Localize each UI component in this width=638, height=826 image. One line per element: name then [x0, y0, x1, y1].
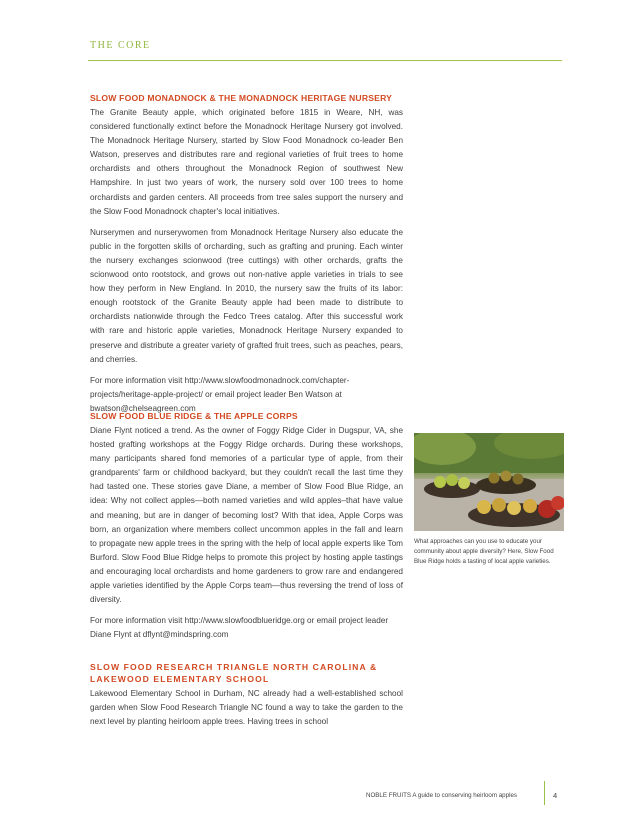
paragraph: For more information visit http://www.slowfoodblueridge.org or email project leader Diane Flynt at dflynt@mindspring.com — [90, 616, 389, 640]
section-heading: SLOW FOOD MONADNOCK & THE MONADNOCK HERITAGE NURSERY — [90, 93, 393, 103]
paragraph: Diane Flynt noticed a trend. As the owner of Foggy Ridge Cider in Dugspur, VA, she hosted grafting workshops at the Foggy Ridge orchards. During these workshops, many participants shared fond memories of a particular type of apple, from their grandparents' farm or childhood backyard, but they couldn't recall the last time they had tasted one. These stories gave Diane, a member of Slow Food Blue Ridge, an idea: Why not collect apples—both named varieties and wild apples–that have value and meaning, but are in danger of becoming lost? With that idea, Apple Corps was born, an organization where members collect uncommon apples in the fall and learn to propagate new apple trees in the spring with the help of local apple experts like Tom Burford. Slow Food Blue Ridge helps to promote this project by hosting apple tastings and encouraging local orchardists and home gardeners to grow rare and endangered apple varieties identified by the Apple Corps team—thus reversing the trend of loss of diversity. — [90, 426, 403, 605]
paragraph: Lakewood Elementary School in Durham, NC already had a well-established school garden when Slow Food Research Triangle NC found a way to take the garden to the next level by planting heirloom apple trees. Having trees in school — [90, 689, 403, 727]
page-number: 4 — [553, 791, 558, 800]
footer-title: NOBLE FRUITS A guide to conserving heirloom apples — [366, 792, 517, 799]
paragraph: For more information visit http://www.slowfoodmonadnock.com/chapter-projects/heritage-apple-project/ or email project leader Ben Watson at bwatson@chelseagreen.com — [90, 375, 350, 413]
section-heading: SLOW FOOD RESEARCH TRIANGLE NORTH CAROLINA & LAKEWOOD ELEMENTARY SCHOOL — [90, 662, 378, 684]
paragraph: Nurserymen and nurserywomen from Monadnock Heritage Nursery also educate the public in the forgotten skills of orcharding, such as grafting and pruning. Each winter the nursery exchanges scionwood (tree cuttings) with other orchards, grafts the scionwood onto rootstock, and grows out non-native apple varieties in trials to see how they perform in New England. In 2010, the nursery saw the fruits of its labor: enough rootstock of the Granite Beauty apple had been made to distribute to orchardists nationwide through the Fedco Trees catalog. After this successful work with rare and historic apple varieties, Monadnock Heritage Nursery expanded to preserve and distribute a greater variety of grafted fruit trees, such as peaches, pears, and cherries. — [90, 227, 403, 364]
footer-divider — [544, 781, 545, 805]
section-monadnock — [90, 92, 403, 423]
section-research-triangle — [90, 661, 403, 736]
apple-tasting-photo — [414, 433, 564, 531]
section-heading: SLOW FOOD BLUE RIDGE & THE APPLE CORPS — [90, 411, 298, 421]
photo-caption: What approaches can you use to educate your community about apple diversity? Here, Slow Food Blue Ridge holds a tasting of local apple varieties. — [414, 538, 554, 565]
apple-plates-illustration — [414, 433, 564, 531]
header-rule — [88, 60, 562, 61]
section-blue-ridge — [90, 410, 403, 649]
section-label: THE CORE — [90, 40, 151, 51]
paragraph: The Granite Beauty apple, which originated before 1815 in Weare, NH, was considered functionally extinct before the Monadnock Heritage Nursery got involved. The Monadnock Heritage Nursery, started by Slow Food Monadnock co-leader Ben Watson, preserves and distributes rare and regional varieties of fruit trees to home orchardists and others throughout the Monadnock Region of southwest New Hampshire. In just two years of work, the nursery sold over 100 trees to home orchardists and garden centers. All proceeds from tree sales support the nursery and the Slow Food Monadnock chapter's local initiatives. — [90, 108, 403, 216]
